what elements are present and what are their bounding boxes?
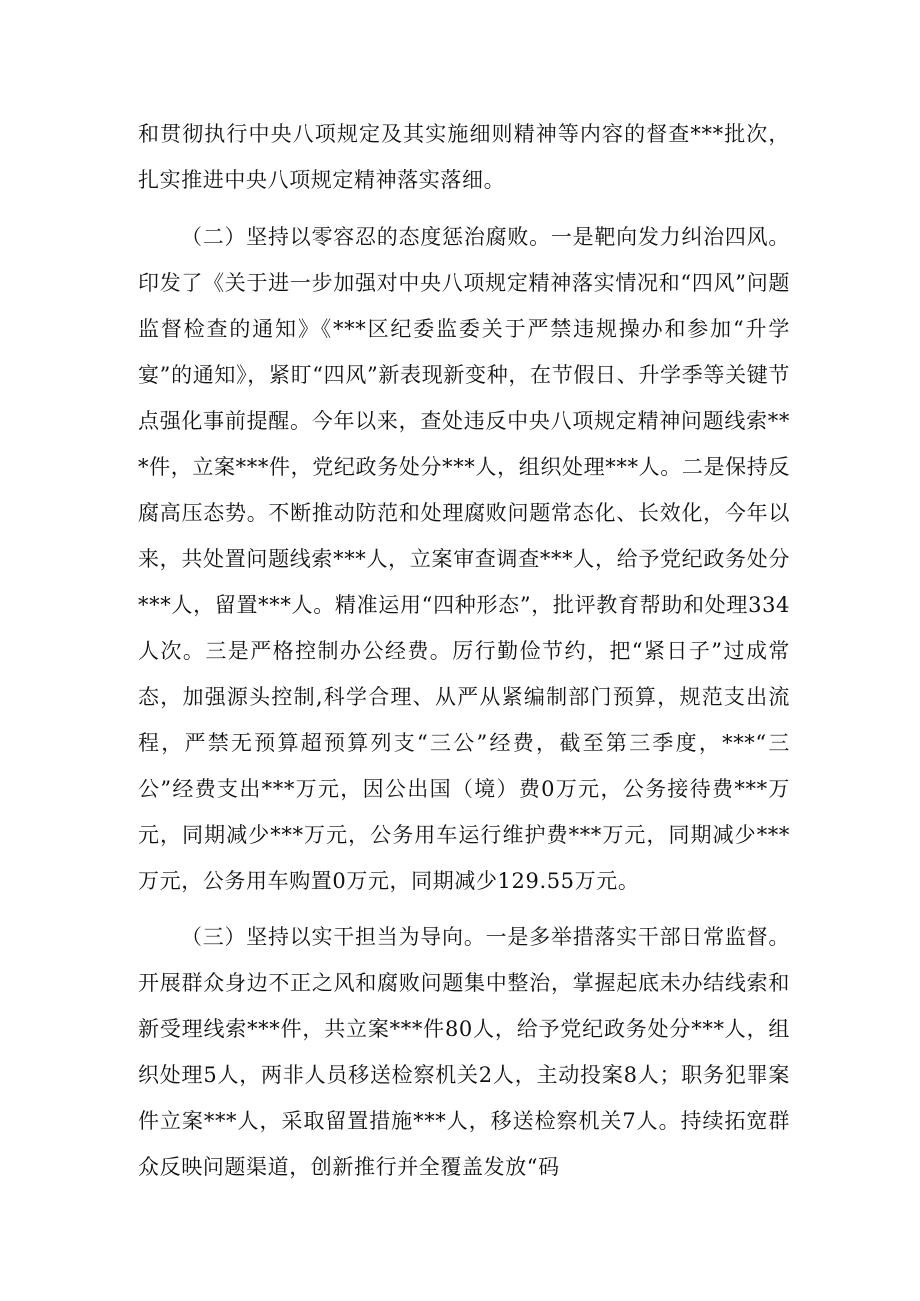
body-paragraph-section-3: （三）坚持以实干担当为导向。一是多举措落实干部日常监督。开展群众身边不正之风和腐败问题集中整治，掌握起底未办结线索和新受理线索***件，共立案***件80人，给予党纪政务处分***人，组织处理5人，两非人员移送检察机关2人，主动投案8人；职务犯罪案件立案***人，采取留置措施***人，移送检察机关7人。持续拓宽群众反映问题渠道，创新推行并全覆盖发放“码 (138, 925, 790, 1179)
body-paragraph-section-2: （二）坚持以零容忍的态度惩治腐败。一是靶向发力纠治四风。印发了《关于进一步加强对中央八项规定精神落实情况和“四风”问题监督检查的通知》《***区纪委监委关于严禁违规操办和参加“升学宴”的通知》，紧盯“四风”新表现新变种，在节假日、升学季等关键节点强化事前提醒。今年以来，查处违反中央八项规定精神问题线索***件，立案***件，党纪政务处分***人，组织处理***人。二是保持反腐高压态势。不断推动防范和处理腐败问题常态化、长效化，今年以来，共处置问题线索***人，立案审查调查***人，给予党纪政务处分***人，留置***人。精准运用“四种形态”，批评教育帮助和处理334人次。三是严格控制办公经费。厉行勤俭节约，把“紧日子”过成常态，加强源头控制,科学合理、从严从紧编制部门预算，规范支出流程，严禁无预算超预算列支“三公”经费，截至第三季度，***“三公”经费支出***万元，因公出国（境）费0万元，公务接待费***万元，同期减少***万元，公务用车运行维护费***万元，同期减少***万元，公务用车购置0万元，同期减少129.55万元。 (138, 225, 790, 893)
body-paragraph-continuation: 和贯彻执行中央八项规定及其实施细则精神等内容的督查***批次，扎实推进中央八项规定精神落实落细。 (138, 122, 790, 192)
